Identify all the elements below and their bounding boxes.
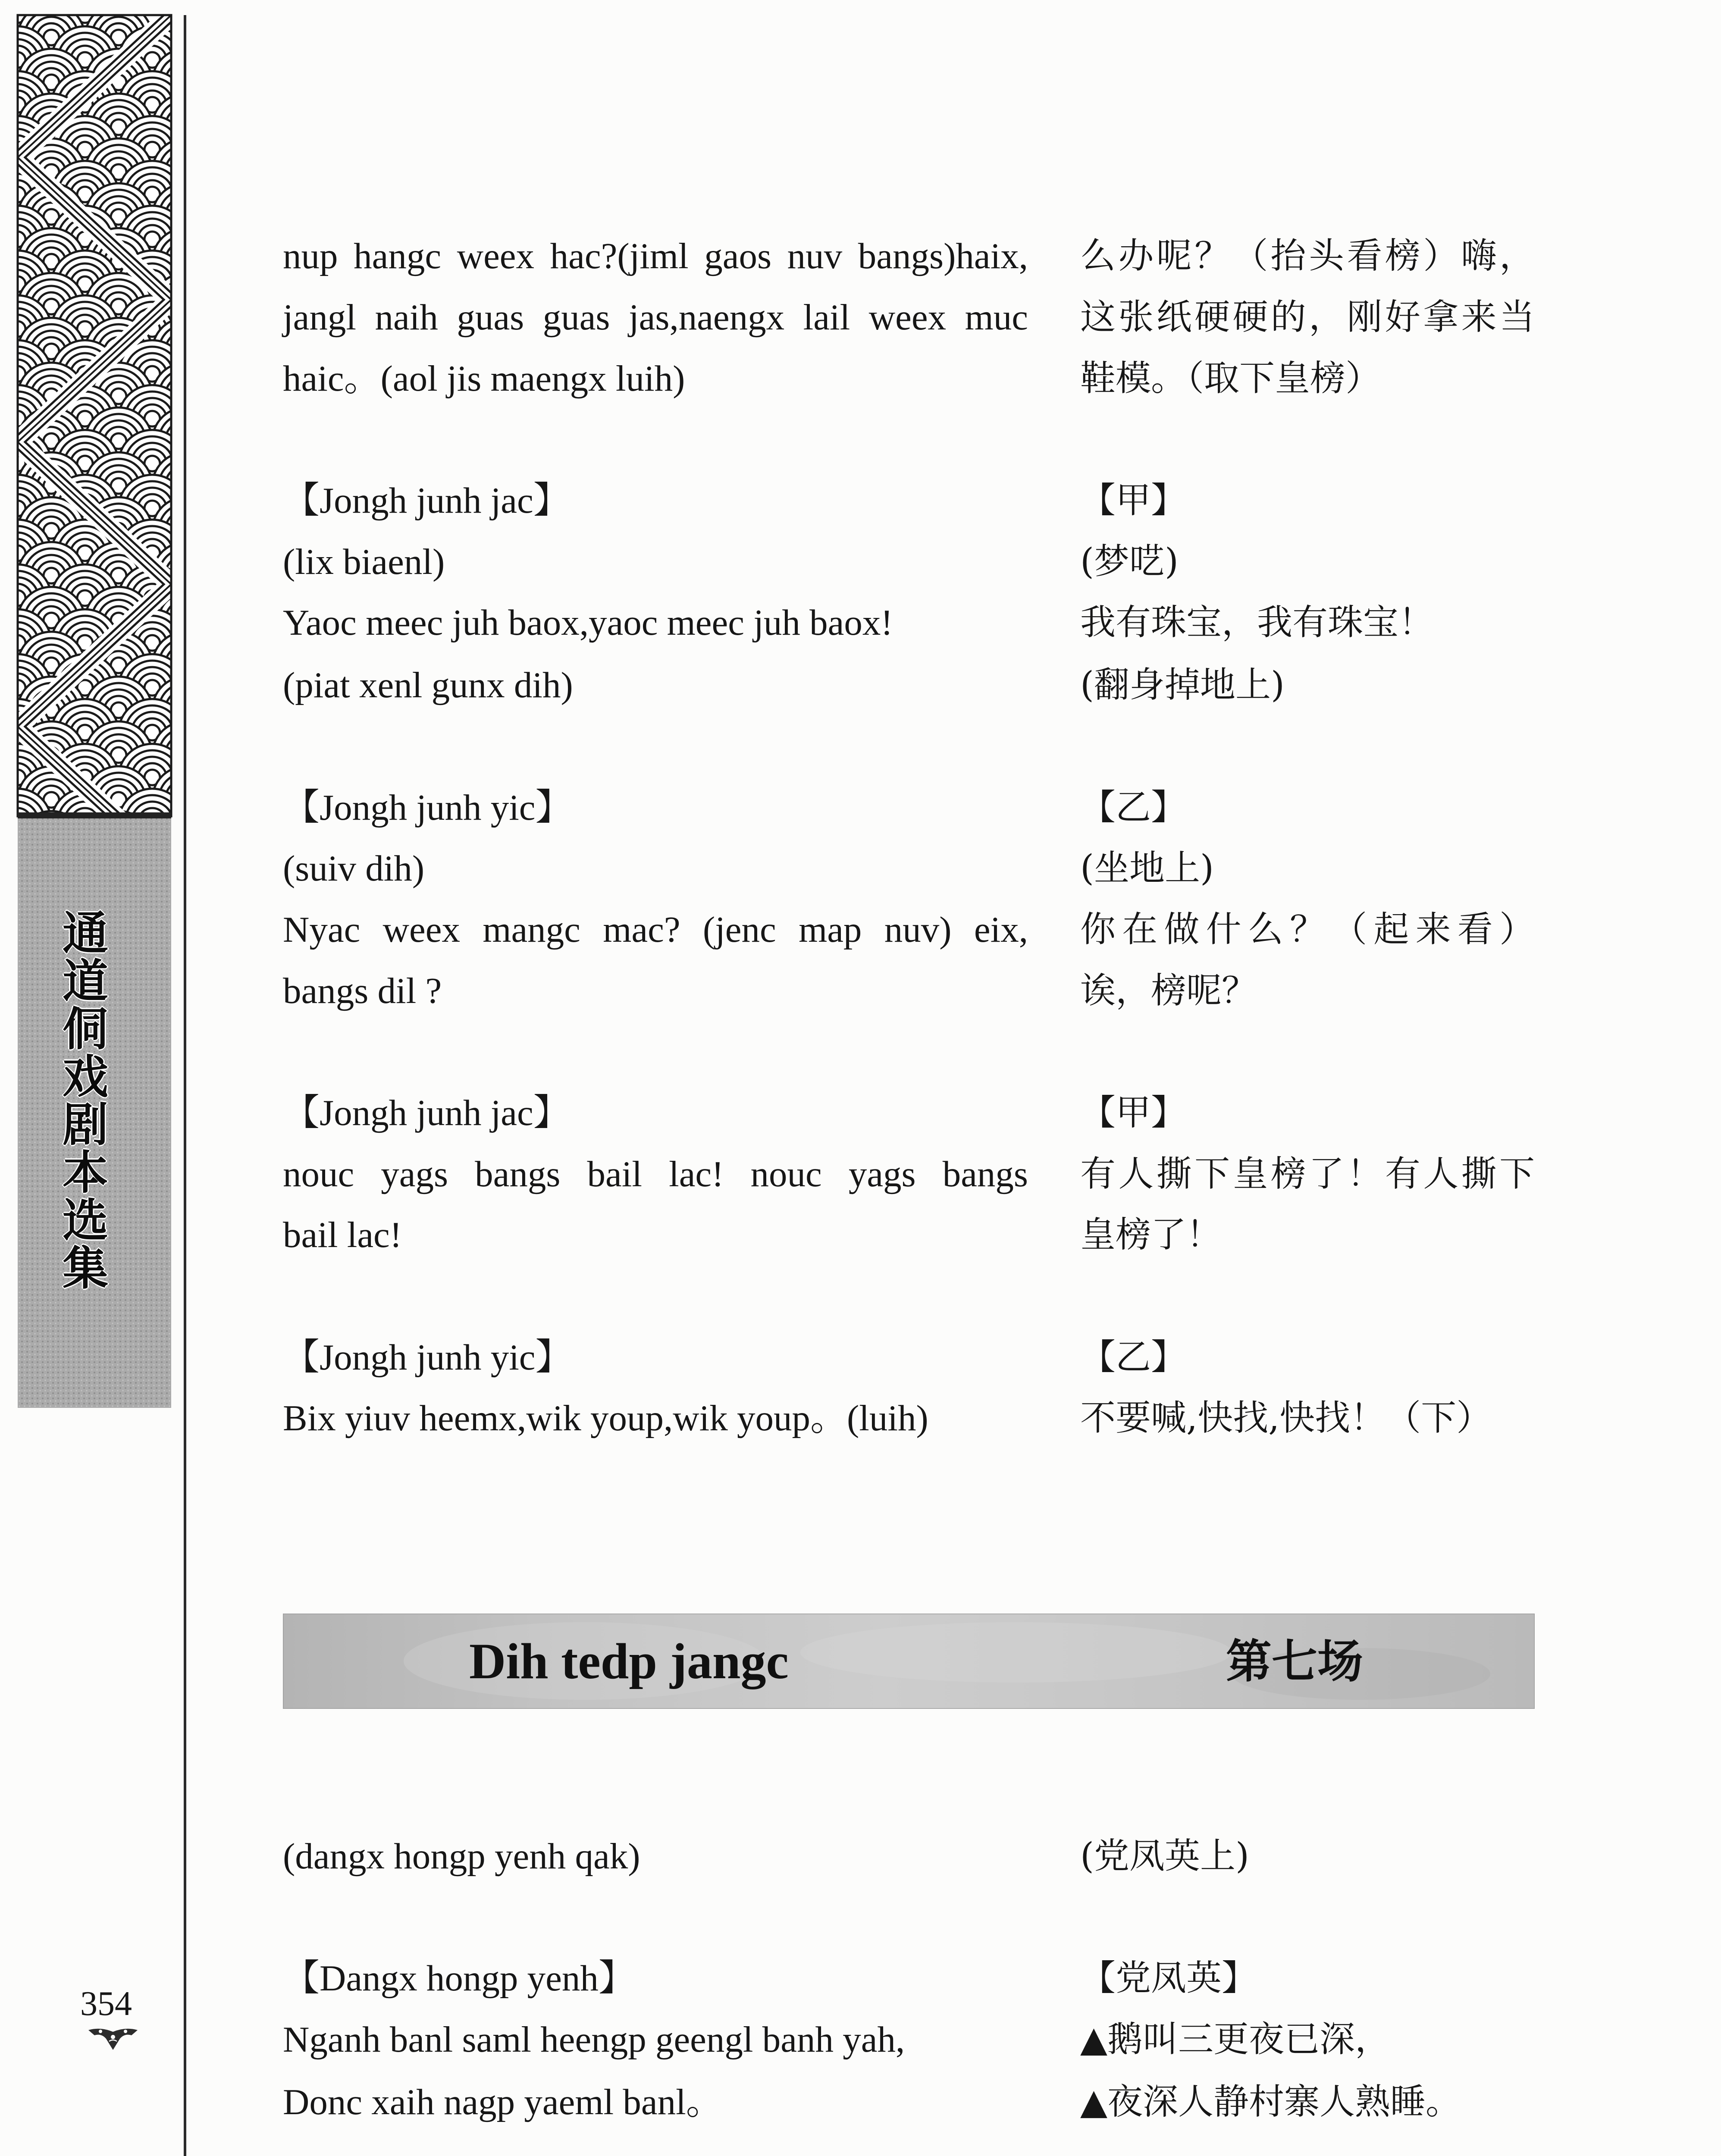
scene-heading-bar xyxy=(283,1614,1535,1709)
scale-motif xyxy=(0,734,5,776)
chinese-text: 有人撕下皇榜了！有人撕下 xyxy=(1080,1153,1535,1194)
scale-motif xyxy=(0,728,11,782)
chinese-text: ▲鹅叫三更夜已深， xyxy=(1080,2019,1391,2060)
scale-motif xyxy=(192,33,198,87)
dialogue-line xyxy=(0,899,1721,960)
scale-motif xyxy=(186,161,198,228)
page-ornament-icon xyxy=(88,2027,138,2051)
dialogue-line xyxy=(0,348,1721,409)
chinese-text: ▲夜深人静村寨人熟睡。 xyxy=(1080,2081,1461,2122)
scale-motif xyxy=(0,414,11,468)
lyric-line xyxy=(0,2071,1721,2133)
chinese-speaker: 【乙】 xyxy=(1080,1337,1187,1378)
scale-motif xyxy=(192,78,198,132)
scale-motif xyxy=(0,100,11,154)
chinese-text: 这张纸硬硬的，刚好拿来当 xyxy=(1080,297,1535,338)
dong-text: (dangx hongp yenh qak) xyxy=(283,1836,640,1877)
dong-text: bail lac! xyxy=(283,1215,402,1255)
scale-motif xyxy=(0,94,18,161)
dialogue-line xyxy=(0,1204,1721,1266)
cloud-scale-pattern xyxy=(0,0,198,878)
dong-text: Nganh banl saml heengp geengl banh yah, xyxy=(283,2019,905,2060)
scale-motif xyxy=(186,116,198,183)
dong-text: jangl naih guas guas jas,naengx lail weex muc xyxy=(283,297,1028,338)
scale-motif xyxy=(0,407,18,475)
stage-direction-line xyxy=(0,531,1721,592)
scale-motif xyxy=(192,0,198,42)
scene-title-dong: Dih tedp jangc xyxy=(469,1633,789,1689)
scale-motif xyxy=(0,138,18,206)
chinese-text: 我有珠宝，我有珠宝！ xyxy=(1080,602,1434,643)
chinese-text: (翻身掉地上) xyxy=(1080,664,1285,705)
scale-motif xyxy=(0,17,5,58)
scale-motif xyxy=(0,49,18,116)
chinese-speaker: 【甲】 xyxy=(1080,480,1187,521)
scale-motif xyxy=(0,55,11,110)
dong-text: haic。(aol jis maengx luih) xyxy=(283,358,685,399)
chinese-speaker: 【甲】 xyxy=(1080,1092,1187,1133)
dong-speaker: 【Jongh junh yic】 xyxy=(283,787,572,828)
dong-text: (suiv dih) xyxy=(283,848,425,889)
dialogue-line xyxy=(0,1144,1721,1205)
scale-motif xyxy=(186,71,198,138)
chinese-text: 不要喊,快找,快找！（下） xyxy=(1080,1398,1492,1438)
dong-text: Bix yiuv heemx,wik youp,wik youp。(luih) xyxy=(283,1398,928,1438)
page-number: 354 xyxy=(80,1985,132,2023)
scale-motif xyxy=(0,4,18,71)
chinese-speaker: 【党凤英】 xyxy=(1080,1958,1257,1999)
dong-speaker: 【Jongh junh jac】 xyxy=(283,1093,570,1133)
scale-motif xyxy=(192,122,198,177)
scale-motif xyxy=(0,420,5,462)
dialogue-line xyxy=(0,226,1721,287)
dong-text: Nyac weex mangc mac? (jenc map nuv) eix, xyxy=(283,909,1028,950)
dong-speaker: 【Jongh junh jac】 xyxy=(283,480,570,521)
scale-motif xyxy=(192,167,198,222)
chinese-text: 你在做什么？（起来看） xyxy=(1080,909,1535,950)
dialogue-line xyxy=(0,592,1721,653)
speaker-line xyxy=(0,1327,1721,1388)
scene-title-chinese: 第七场 xyxy=(1226,1634,1363,1688)
chinese-text: (梦呓) xyxy=(1080,541,1179,582)
lyric-line xyxy=(0,2009,1721,2070)
scale-motif xyxy=(0,145,11,199)
chinese-text: 诶，榜呢？ xyxy=(1080,970,1257,1011)
chinese-speaker: 【乙】 xyxy=(1080,787,1187,828)
scale-motif xyxy=(0,151,5,193)
chinese-text: 皇榜了！ xyxy=(1080,1214,1222,1255)
speaker-line xyxy=(0,777,1721,838)
scale-motif xyxy=(186,26,198,94)
dong-speaker: 【Dangx hongp yenh】 xyxy=(283,1958,635,1999)
dialogue-line xyxy=(0,287,1721,348)
dong-text: Donc xaih nagp yaeml banl。 xyxy=(283,2082,723,2122)
dong-text: (lix biaenl) xyxy=(283,542,445,582)
chinese-text: (坐地上) xyxy=(1080,848,1214,889)
chinese-text: (党凤英上) xyxy=(1080,1836,1249,1877)
stage-direction-line xyxy=(0,838,1721,899)
dong-text: nup hangc weex hac?(jiml gaos nuv bangs)haix, xyxy=(283,236,1028,276)
dialogue-line xyxy=(0,1388,1721,1449)
speaker-line xyxy=(0,470,1721,531)
dialogue-line xyxy=(0,960,1721,1022)
dong-text: bangs dil ? xyxy=(283,971,442,1011)
stage-direction-line xyxy=(0,655,1721,716)
scale-motif xyxy=(0,107,5,148)
chinese-text: 么办呢？（抬头看榜）嗨， xyxy=(1080,235,1535,276)
dong-speaker: 【Jongh junh yic】 xyxy=(283,1337,572,1378)
dong-text: nouc yags bangs bail lac! nouc yags bangs xyxy=(283,1154,1028,1194)
dong-text: (piat xenl gunx dih) xyxy=(283,665,573,705)
speaker-line xyxy=(0,1948,1721,2009)
speaker-line xyxy=(0,1082,1721,1144)
scale-motif xyxy=(0,10,11,65)
chinese-text: 鞋模。（取下皇榜） xyxy=(1080,358,1381,399)
scale-motif xyxy=(186,0,198,49)
dong-text: Yaoc meec juh baox,yaoc meec juh baox! xyxy=(283,602,893,643)
scale-motif xyxy=(0,62,5,103)
book-title-vertical: 通道侗戏剧本选集 xyxy=(55,909,109,1292)
stage-direction-line xyxy=(0,1826,1721,1887)
